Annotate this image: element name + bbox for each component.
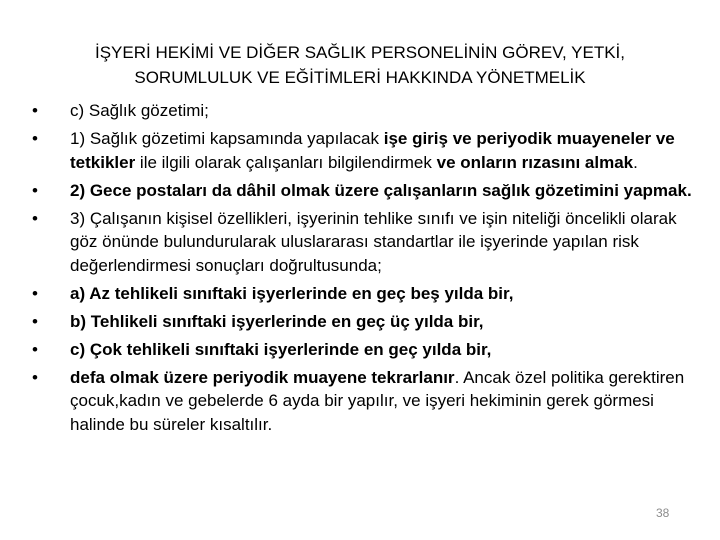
bullet-dot-icon: •	[32, 101, 38, 120]
bullet-dot-icon: •	[32, 180, 38, 200]
bullet-item	[28, 99, 693, 123]
bullet-text-bold: c) Çok tehlikeli sınıftaki işyerlerinde en geç yılda bir,	[70, 339, 492, 359]
bullet-text-bold: defa olmak üzere periyodik muayene tekrarlanır	[70, 367, 455, 387]
bullet-item	[28, 282, 693, 306]
bullet-text-bold: 2) Gece postaları da dâhil olmak üzere çalışanların sağlık gözetimini yapmak.	[70, 180, 692, 200]
bullet-text-bold: işe giriş ve periyodik muayeneler ve tetkikler	[70, 129, 675, 172]
bullet-item	[28, 179, 693, 203]
bullet-item	[28, 207, 693, 278]
bullet-dot-icon: •	[32, 367, 38, 387]
bullet-text: .	[633, 152, 638, 172]
bullet-text: c) Sağlık gözetimi;	[70, 101, 209, 120]
bullet-text: 3) Çalışanın kişisel özellikleri, işyerinin tehlike sınıfı ve işin niteliği öncelikli olarak göz önünde bulundurularak uluslararası standartlar ile işyerinde yapılan risk değerlendirmesi sonuçları doğrultusunda;	[70, 208, 677, 275]
bullet-text: . Ancak özel politika gerektiren çocuk,kadın ve gebelerde 6 ayda bir yapılır, ve işyeri hekiminin gerek görmesi halinde bu süreler kısaltılır.	[70, 367, 685, 434]
page-number: 38	[656, 506, 670, 520]
bullet-text-bold: b) Tehlikeli sınıftaki işyerlerinde en geç üç yılda bir,	[70, 311, 484, 331]
bullet-item	[28, 366, 693, 437]
bullet-dot-icon: •	[32, 339, 38, 359]
bullet-item	[28, 310, 693, 334]
bullet-dot-icon: •	[32, 311, 38, 331]
bullet-dot-icon: •	[32, 283, 38, 303]
bullet-text-bold: ve onların rızasını almak	[436, 152, 634, 172]
slide-title-line-2: SORUMLULUK VE EĞİTİMLERİ HAKKINDA YÖNETMELİK	[134, 68, 586, 87]
bullet-list	[28, 99, 693, 441]
bullet-text-bold: a) Az tehlikeli sınıftaki işyerlerinde en geç beş yılda bir,	[70, 283, 514, 303]
slide-title-line-1: İŞYERİ HEKİMİ VE DİĞER SAĞLIK PERSONELİNİN GÖREV, YETKİ,	[95, 43, 625, 62]
slide-title	[60, 40, 660, 90]
bullet-dot-icon: •	[32, 208, 38, 228]
bullet-item	[28, 338, 693, 362]
bullet-text: ile ilgili olarak çalışanları bilgilendirmek	[135, 152, 437, 172]
bullet-text: 1) Sağlık gözetimi kapsamında yapılacak	[70, 129, 384, 148]
bullet-item	[28, 127, 693, 174]
bullet-dot-icon: •	[32, 129, 38, 148]
